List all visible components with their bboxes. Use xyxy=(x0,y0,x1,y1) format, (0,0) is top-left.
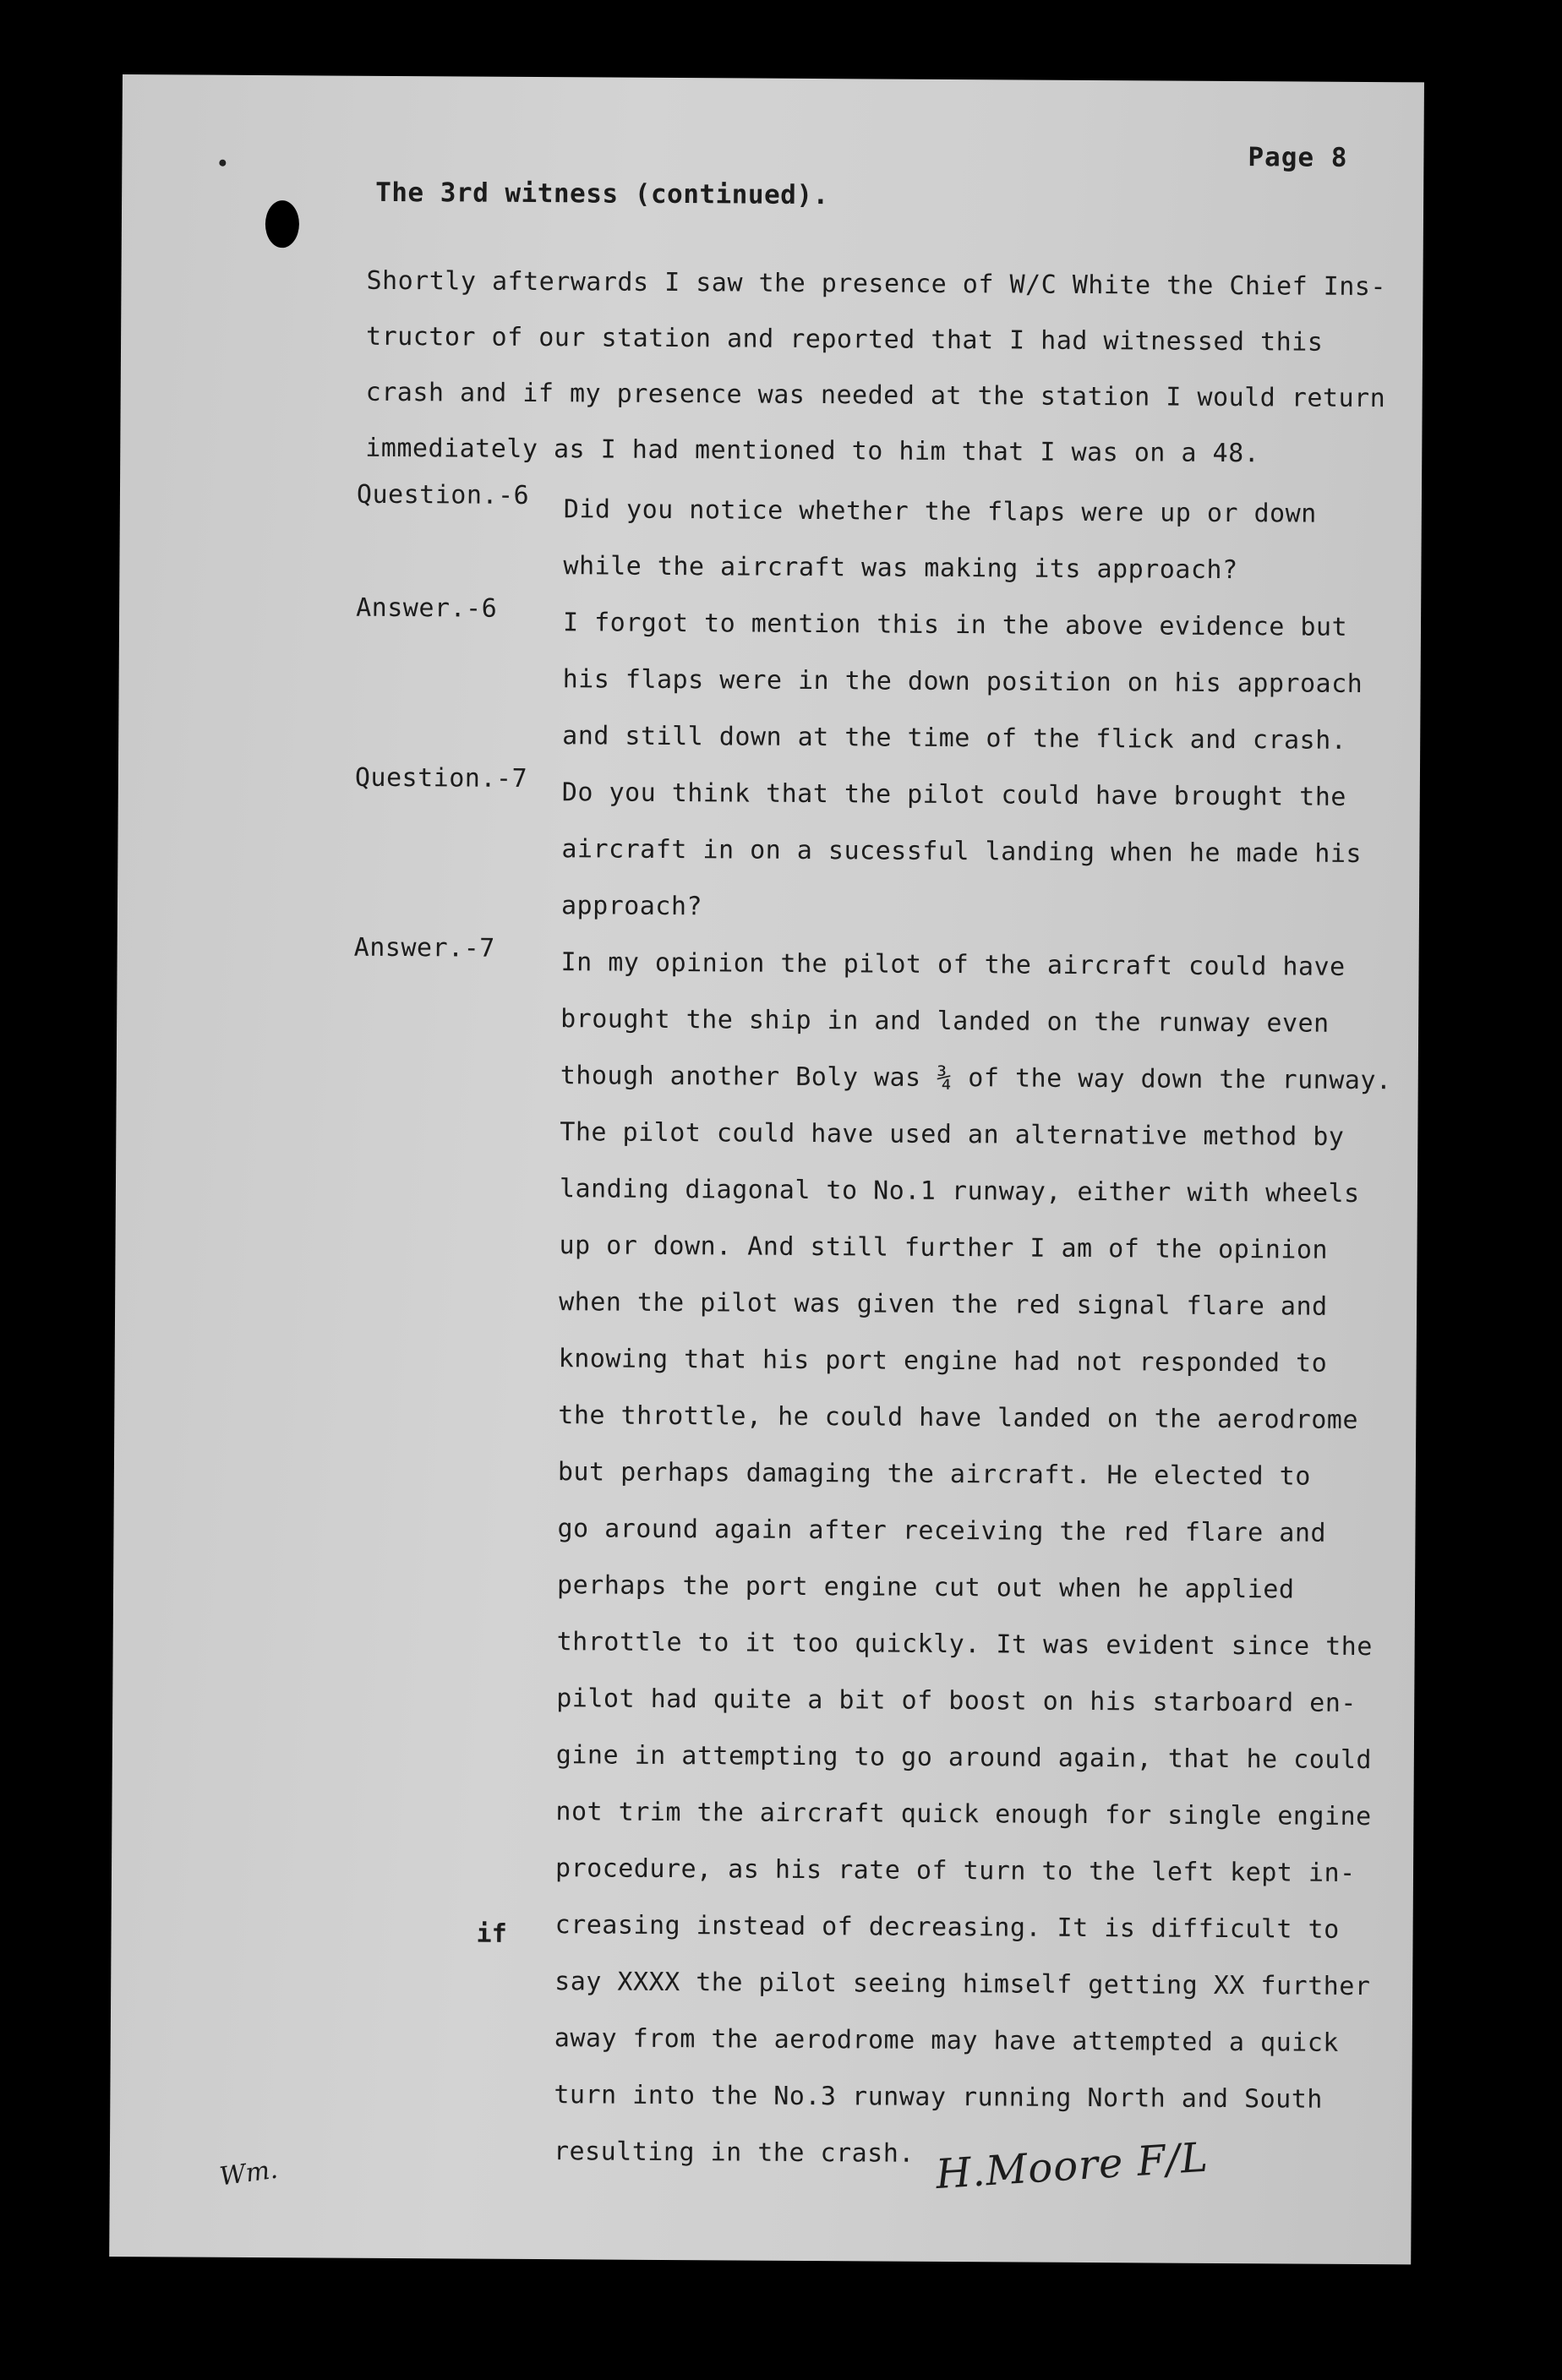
typed-insertion: if xyxy=(476,1919,507,1949)
margin-dot xyxy=(219,160,226,166)
text-line: away from the aerodrome may have attempted a quick xyxy=(554,2023,1339,2058)
witness-heading: The 3rd witness (continued). xyxy=(375,177,829,211)
text-line: though another Boly was ¾ of the way down the runway. xyxy=(560,1061,1392,1096)
intro-paragraph xyxy=(365,254,1398,483)
entry-label: Answer.-7 xyxy=(353,932,495,963)
text-line: crash and if my presence was needed at the station I would return xyxy=(365,377,1386,414)
text-line: pilot had quite a bit of boost on his starboard en- xyxy=(556,1684,1357,1718)
text-line: Did you notice whether the flaps were up or down xyxy=(563,494,1317,529)
text-line: approach? xyxy=(560,891,703,922)
text-line: while the aircraft was making its approach? xyxy=(563,551,1238,586)
signature: H.Moore F/L xyxy=(934,2133,1210,2199)
entry-body xyxy=(562,594,1417,769)
text-line: immediately as I had mentioned to him that I was on a 48. xyxy=(365,433,1260,469)
text-line: up or down. And still further I am of the opinion xyxy=(559,1231,1329,1265)
punch-hole xyxy=(265,200,299,248)
page-number: Page 8 xyxy=(1248,142,1348,173)
text-line: perhaps the port engine cut out when he applied xyxy=(556,1570,1295,1605)
text-line: say XXXX the pilot seeing himself getting XX further xyxy=(554,1967,1371,2002)
text-line: tructor of our station and reported that I had witnessed this xyxy=(366,321,1324,358)
text-line: In my opinion the pilot of the aircraft could have xyxy=(560,947,1346,982)
text-line: the throttle, he could have landed on the aerodrome xyxy=(558,1400,1359,1435)
text-line: not trim the aircraft quick enough for single engine xyxy=(555,1797,1372,1832)
text-line: Do you think that the pilot could have brought the xyxy=(561,778,1346,812)
text-line: knowing that his port engine had not responded to xyxy=(558,1344,1328,1378)
text-line: Shortly afterwards I saw the presence of W/C White the Chief Ins- xyxy=(366,265,1387,303)
entry-body xyxy=(554,934,1415,2185)
text-line: his flaps were in the down position on his approach xyxy=(562,664,1363,699)
text-line: go around again after receiving the red flare and xyxy=(557,1514,1327,1548)
entry-label: Question.-7 xyxy=(354,762,528,794)
text-line: when the pilot was given the red signal flare and xyxy=(559,1287,1328,1322)
handwritten-initials: Wm. xyxy=(217,2154,280,2192)
text-line: I forgot to mention this in the above evidence but xyxy=(562,608,1348,642)
text-line: turn into the No.3 runway running North and South xyxy=(554,2080,1324,2115)
text-line: throttle to it too quickly. It was evident since the xyxy=(556,1627,1373,1662)
text-line: aircraft in on a sucessful landing when he made his xyxy=(561,834,1363,869)
entry-body xyxy=(561,764,1416,939)
entry-body xyxy=(563,481,1417,599)
entry-label: Question.-6 xyxy=(356,479,530,510)
text-line: landing diagonal to No.1 runway, either with wheels xyxy=(559,1174,1360,1209)
text-line: but perhaps damaging the aircraft. He elected to xyxy=(557,1457,1311,1492)
text-line: creasing instead of decreasing. It is difficult to xyxy=(554,1910,1340,1945)
document-page xyxy=(109,74,1424,2264)
text-line: The pilot could have used an alternative method by xyxy=(560,1117,1345,1152)
text-line: brought the ship in and landed on the runway even xyxy=(560,1004,1330,1039)
text-line: gine in attempting to go around again, that he could xyxy=(555,1740,1373,1776)
text-line: and still down at the time of the flick and crash. xyxy=(562,721,1347,756)
entry-label: Answer.-6 xyxy=(356,592,498,624)
text-line: resulting in the crash. xyxy=(553,2137,915,2169)
text-line: procedure, as his rate of turn to the left kept in- xyxy=(554,1853,1356,1888)
